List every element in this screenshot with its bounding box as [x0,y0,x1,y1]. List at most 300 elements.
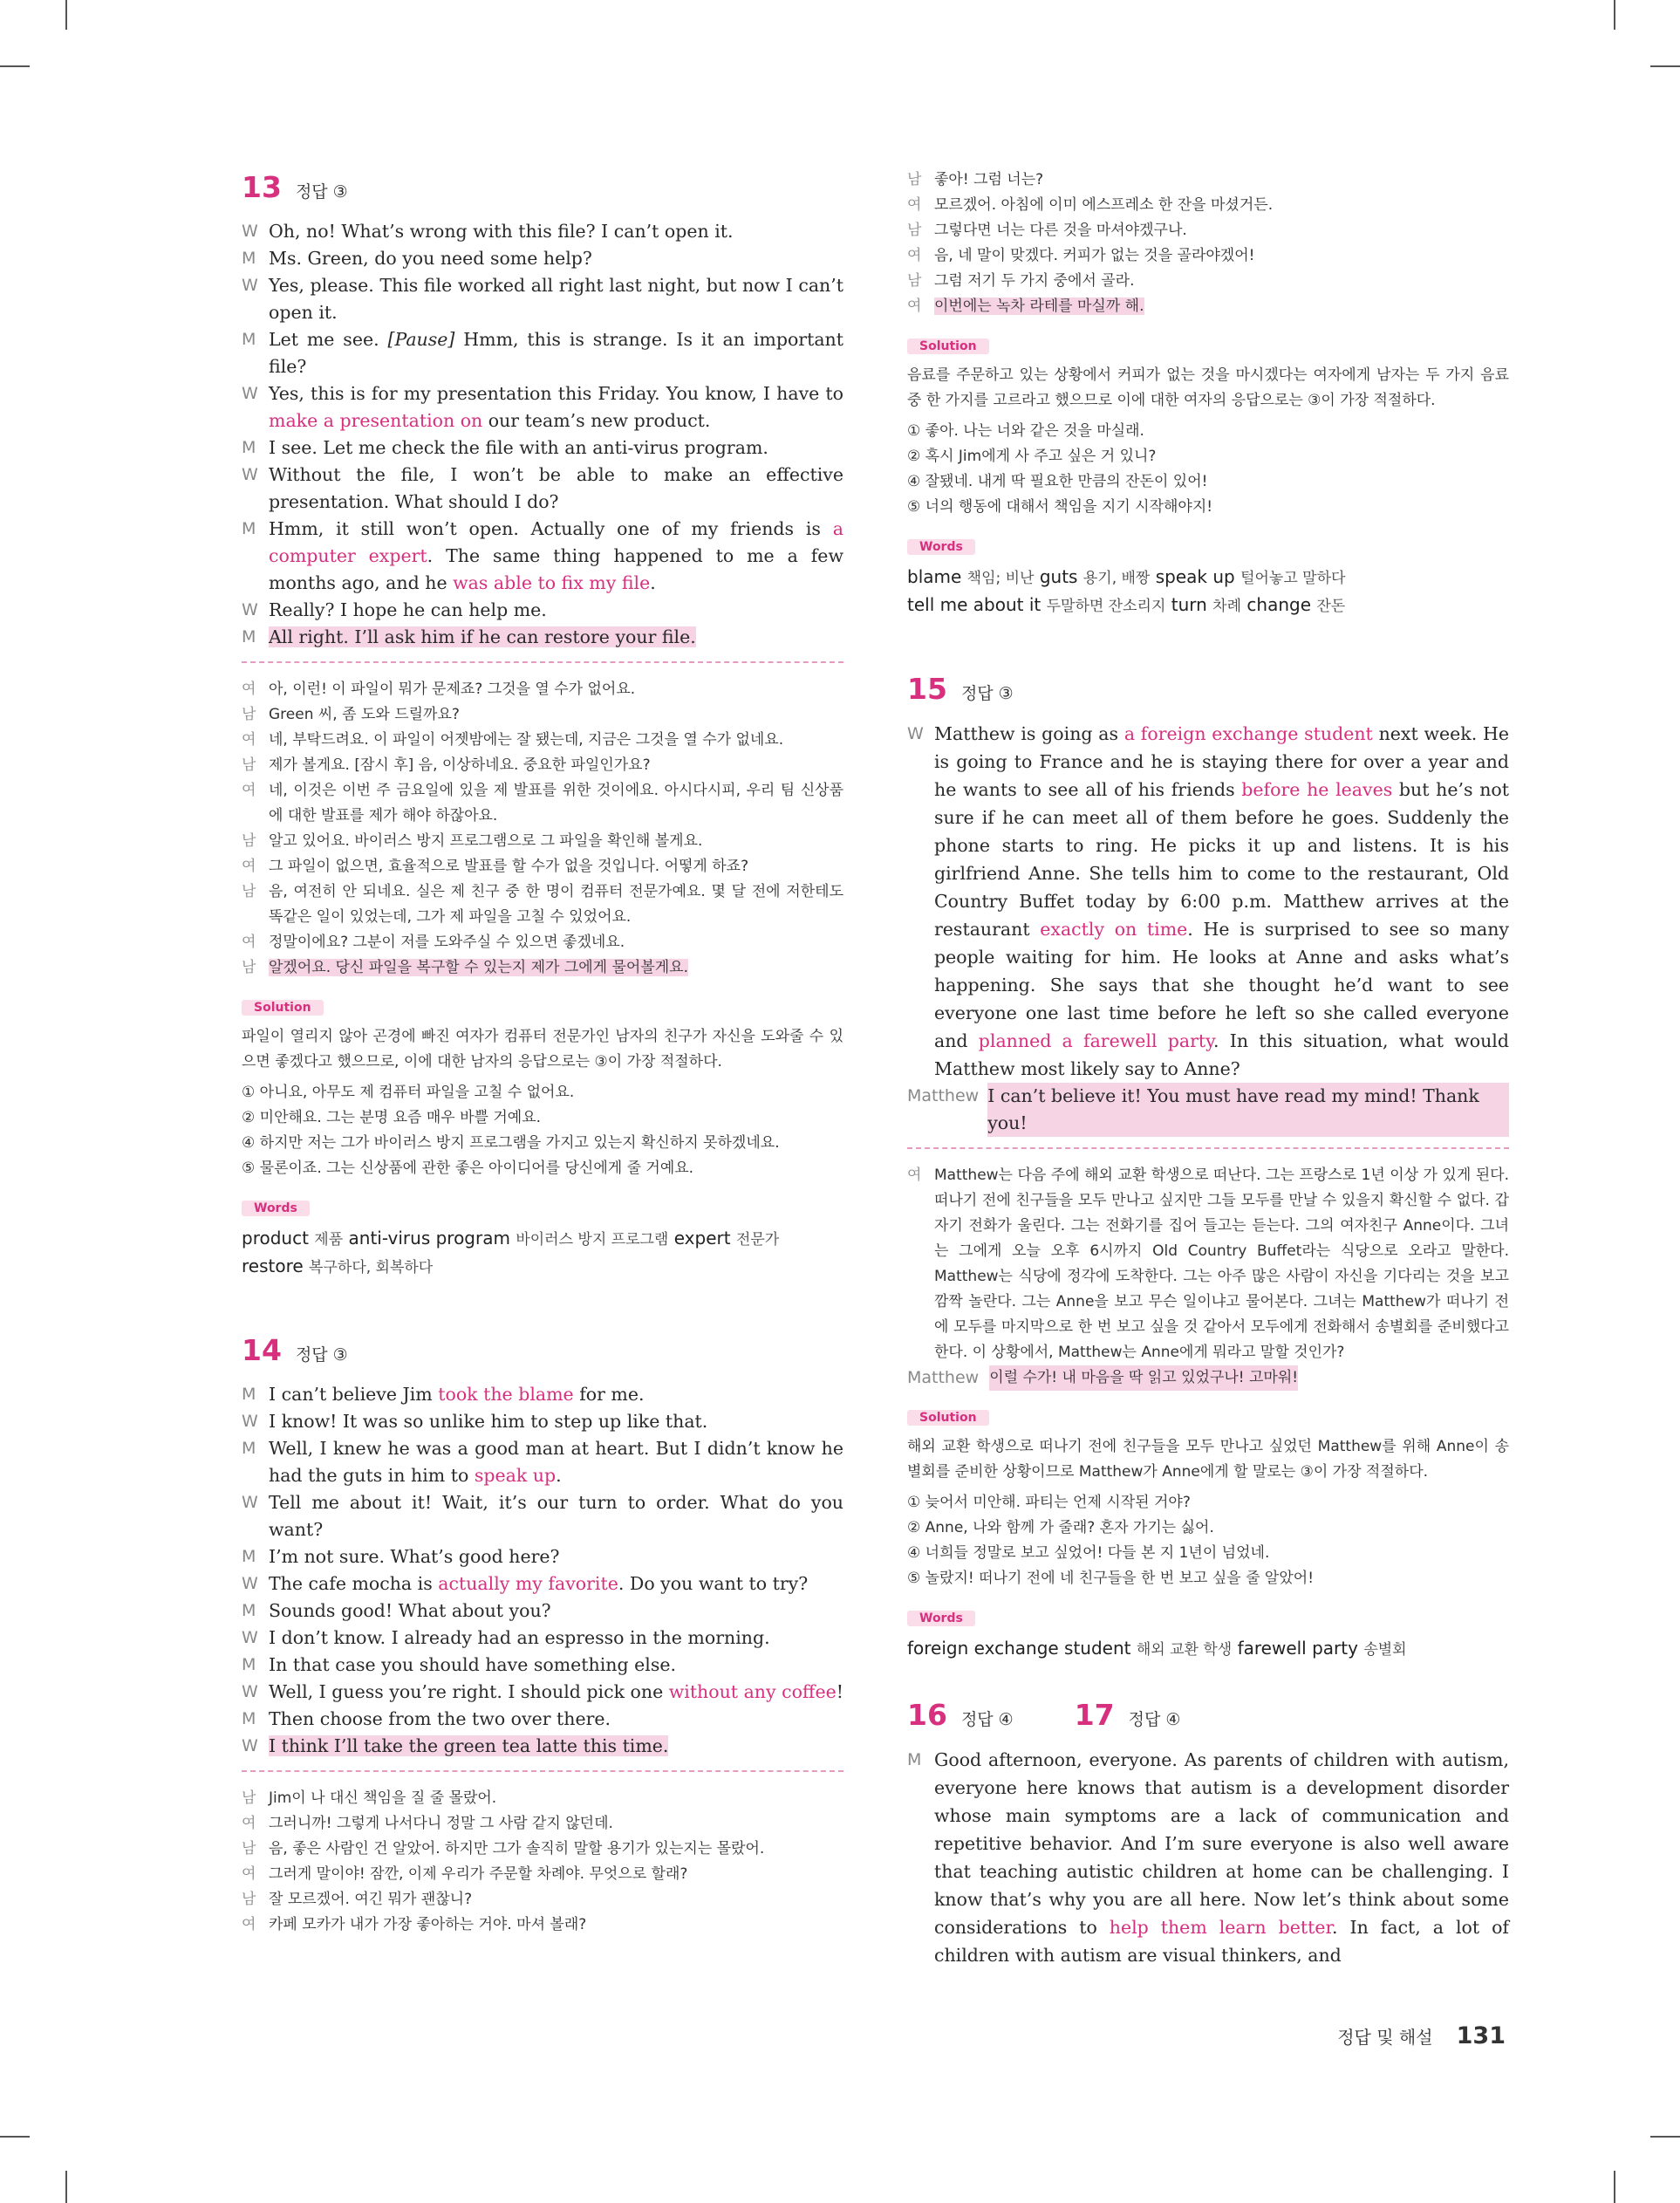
words-line [907,1635,1509,1663]
divider [242,661,843,663]
speaker: 여 [907,1166,922,1184]
korean-text-wrap [269,1786,843,1811]
option-list [907,419,1509,520]
answer-label: 정답 ④ [960,1710,1014,1729]
speaker: 여 [242,782,256,799]
speaker: M [242,1655,256,1674]
korean-text: 카페 모카가 내가 가장 좋아하는 거야. 마셔 볼래? [269,1916,587,1933]
korean-text: Jim이 나 대신 책임을 질 줄 몰랐어. [269,1789,497,1807]
option-item: ④ 하지만 저는 그가 바이러스 방지 프로그램을 가지고 있는지 확신하지 못하겠네요. [242,1134,780,1152]
word-en: anti-virus program [348,1228,510,1249]
question-13 [242,170,843,1281]
text-segment: . [650,572,656,593]
question-number: 13 [242,170,282,204]
text-segment: Oh, no! What’s wrong with this file? I can’t open it. [269,221,734,242]
korean-text: Matthew는 다음 주에 해외 교환 학생으로 떠난다. 그는 프랑스로 1년 이상 가 있게 된다. 떠나기 전에 친구들을 모두 만나고 싶지만 그들 모두를 만날 수 있을지 확신할 수 없다. 갑자기 전화가 울린다. 그는 전화기를 집어 들고는 듣는다. 그의 여자친구 Anne이다. 그녀는 그에게 오늘 오후 6시까지 Old Country Buffet라는 식당으로 오라고 말한다. Matthew는 식당에 정각에 도착한다. 그는 아주 많은 사람이 자신을 기다리는 것을 보고 깜짝 놀란다. 그는 Anne을 보고 무슨 일이냐고 물어본다. 그녀는 Matthew가 떠나기 전에 모두를 마지막으로 한 번 보고 싶을 것 같아서 모두에게 전화해서 송별회를 준비했다고 한다. 이 상황에서, Matthew는 Anne에게 뭐라고 말할 것인가? [934,1166,1509,1361]
korean-text-wrap [269,677,843,702]
speaker: 남 [242,706,256,723]
korean-text: 좋아! 그럼 너는? [934,171,1044,188]
korean-answer-text: 이럴 수가! 내 마음을 딱 읽고 있었구나! 고마워! [989,1365,1298,1391]
korean-line [242,1837,843,1862]
dialog-text [269,1435,843,1489]
dialog-line [242,597,843,624]
dialog-line [242,1543,843,1570]
dialog-line [242,516,843,597]
dialog-text [269,326,843,380]
text-segment: I know! It was so unlike him to step up like that. [269,1411,708,1432]
dialog [242,218,843,651]
text-segment: [Pause] [387,329,455,350]
dialog-line [242,1598,843,1625]
text-segment: . Do you want to try? [618,1573,809,1594]
option-item: ② Anne, 나와 함께 가 줄래? 혼자 가기는 싫어. [907,1519,1214,1536]
korean-text: 그럼 저기 두 가지 중에서 골라. [934,272,1135,290]
korean-text: 제가 볼게요. [잠시 후] 음, 이상하네요. 중요한 파일인가요? [269,756,651,774]
korean-text: 알고 있어요. 바이러스 방지 프로그램으로 그 파일을 확인해 볼게요. [269,832,703,850]
korean-text-wrap [269,854,843,879]
text-segment: ! [836,1681,843,1702]
question-number: 17 [1074,1698,1115,1732]
korean-answer [907,1365,1509,1391]
divider [242,1770,843,1772]
option-item: ② 미안해요. 그는 분명 요즘 매우 바쁠 거예요. [242,1109,542,1126]
text-segment: . In fact, a lot of children with autism are visual thinkers, and [934,1917,1509,1966]
option-item: ④ 너희들 정말로 보고 싶었어! 다들 본 지 1년이 넘었네. [907,1544,1270,1562]
dialog-line [242,1625,843,1652]
dialog-line [242,1733,843,1760]
korean-line [242,728,843,753]
text-segment: help them learn better [1109,1917,1333,1938]
crop-mark [0,2136,30,2138]
crop-mark [65,0,67,30]
word-ko: 두말하면 잔소리지 [1046,598,1166,615]
korean-text-wrap [269,1912,843,1938]
korean-text-wrap [934,193,1509,218]
korean-line [242,677,843,702]
monologue [907,720,1509,1083]
korean-text-wrap [269,879,843,930]
text-segment: a foreign exchange student [1123,723,1373,744]
question-header [907,1698,1509,1732]
speaker: 여 [907,196,922,214]
option-item: ⑤ 놀랐지! 떠나기 전에 네 친구들을 한 번 보고 싶을 줄 알았어! [907,1570,1315,1587]
speaker: W [242,384,258,403]
text-segment: but he’s not sure if he can meet all of them before he goes. Suddenly the phone starts to ring. He picks it up and listens. It is his girlfriend Anne. She tells him to come to the restaurant, Old Country Buffet today by 6:00 p.m. Matthew arrives at the restaurant [934,779,1509,940]
page-number: 131 [1456,2022,1506,2049]
korean-text: 모르겠어. 아침에 이미 에스프레소 한 잔을 마셨거든. [934,196,1274,214]
dialog-line [242,245,843,272]
korean-line [242,702,843,728]
speaker: W [242,600,258,619]
text-segment: planned a farewell party [978,1030,1213,1051]
korean-text-wrap [269,728,843,753]
crop-mark [65,2171,67,2203]
word-en: farewell party [1237,1638,1358,1659]
korean-text-wrap [269,1862,843,1887]
text-segment: took the blame [438,1384,574,1405]
word-en: foreign exchange student [907,1638,1131,1659]
option-item: ② 혹시 Jim에게 사 주고 싶은 거 있니? [907,448,1157,465]
speaker: 남 [907,171,922,188]
speaker: M [242,627,256,647]
dialog-text [269,597,843,624]
dialog-line [242,272,843,326]
word-ko: 제품 [314,1231,344,1249]
speaker: 남 [242,756,256,774]
speaker: W [242,1628,258,1647]
question-header [907,672,1509,706]
speaker: M [242,330,256,349]
korean-text-wrap [269,778,843,829]
option-item: ① 늦어서 미안해. 파티는 언제 시작된 거야? [907,1494,1191,1511]
dialog-text [269,1625,843,1652]
korean-text-wrap [934,168,1509,193]
korean-line [242,1862,843,1887]
text-segment: make a presentation on [269,410,483,431]
korean-line [242,879,843,930]
speaker: M [242,1385,256,1404]
text-segment: Hmm, it still won’t open. Actually one of my friends is [269,518,833,539]
text-segment: Yes, please. This file worked all right last night, but now I can’t open it. [269,275,843,323]
text-segment: In that case you should have something else. [269,1654,676,1675]
speaker: M [242,519,256,538]
korean-text: 잘 모르겠어. 여긴 뭐가 괜찮니? [269,1891,473,1908]
crop-mark [1650,2136,1680,2138]
word-ko: 잔돈 [1316,598,1346,615]
dialog [242,1381,843,1760]
answer-label: 정답 ③ [295,182,348,202]
speaker: W [242,1493,258,1512]
words-badge: Words [907,1611,975,1626]
monologue-text [934,1746,1509,1969]
korean-text-wrap [269,753,843,778]
word-en: turn [1171,594,1207,615]
text-segment: Sounds good! What about you? [269,1600,551,1621]
dialog-line [242,1679,843,1706]
word-ko: 복구하다, 회복하다 [309,1259,434,1276]
crop-mark [1614,2171,1615,2203]
speaker: 여 [242,1865,256,1883]
text-segment: Tell me about it! Wait, it’s our turn to order. What do you want? [269,1492,843,1540]
speaker: 여 [242,934,256,951]
speaker: 여 [242,858,256,875]
words-list [242,1225,843,1281]
korean-text-wrap [269,702,843,728]
text-segment: Ms. Green, do you need some help? [269,248,592,269]
korean-line [907,193,1509,218]
speaker: W [242,1574,258,1593]
text-segment: Well, I knew he was a good man at heart. But I didn’t know he had the guts in him to [269,1438,843,1486]
solution-text: 음료를 주문하고 있는 상황에서 커피가 없는 것을 마시겠다는 여자에게 남자는 두 가지 음료 중 한 가지를 고르라고 했으므로 이에 대한 여자의 응답으로는 ③이 가장 적절하다. [907,366,1509,409]
word-ko: 용기, 배짱 [1082,570,1151,587]
dialog-text [269,380,843,434]
answer-label: 정답 ③ [960,684,1014,703]
speaker: W [242,1412,258,1431]
text-segment: Let me see. [269,329,388,350]
speaker: Matthew [907,1086,980,1105]
word-en: change [1246,594,1311,615]
words-badge: Words [907,539,975,555]
monologue [907,1746,1509,1969]
korean-line [242,854,843,879]
speaker: W [242,1736,258,1755]
dialog-line [242,1435,843,1489]
speaker: 여 [242,681,256,698]
text-segment: for me. [573,1384,645,1405]
speaker: 남 [242,1789,256,1807]
word-en: speak up [1155,566,1235,587]
word-en: restore [242,1255,304,1276]
text-segment: . He is surprised to see so many people waiting for him. He looks at Anne and asks what’s happening. She says that she thought he’d want to see everyone one last time before he left so she called everyone and [934,919,1510,1051]
dialog-text [269,245,843,272]
text-segment: without any coffee [668,1681,837,1702]
words-line [907,592,1509,619]
speaker: W [242,1682,258,1701]
option-item: ① 아니요, 아무도 제 컴퓨터 파일을 고칠 수 없어요. [242,1084,575,1101]
dialog-text [269,1733,843,1760]
solution-text: 파일이 열리지 않아 곤경에 빠진 여자가 컴퓨터 전문가인 남자의 친구가 자신을 도와줄 수 있으면 좋겠다고 했으므로, 이에 대한 남자의 응답으로는 ③이 가장 적절하다. [242,1028,843,1071]
solution-badge: Solution [907,339,989,354]
footer-label: 정답 및 해설 [1337,2027,1433,2048]
korean-text: 음, 네 말이 맞겠다. 커피가 없는 것을 골라야겠어! [934,247,1255,264]
text-segment: I see. Let me check the file with an anti-virus program. [269,437,768,458]
korean-line [907,243,1509,269]
speaker: Matthew [907,1368,980,1387]
korean-text: Green 씨, 좀 도와 드릴까요? [269,706,460,723]
dialog-text [269,1598,843,1625]
korean-text-wrap [934,269,1509,294]
korean-text-wrap [269,1811,843,1837]
dialog-line [242,624,843,651]
dialog-text [269,218,843,245]
dialog-text [269,1706,843,1733]
dialog-line [242,1489,843,1543]
text-segment: I don’t know. I already had an espresso in the morning. [269,1627,770,1648]
question-16-17 [907,1698,1509,1969]
korean-text: 그렇다면 너는 다른 것을 마셔야겠구나. [934,222,1187,239]
crop-mark [1650,65,1680,67]
speaker: 여 [907,298,922,315]
dialog-text [269,1381,843,1408]
text-segment: speak up [474,1465,557,1486]
korean-line [907,218,1509,243]
text-segment: The cafe mocha is [269,1573,439,1594]
dialog-text [269,272,843,326]
text-segment: . In this situation, what would Matthew most likely say to Anne? [934,1030,1509,1079]
korean-text: 음, 여전히 안 되네요. 실은 제 친구 중 한 명이 컴퓨터 전문가예요. 몇 달 전에 저한테도 똑같은 일이 있었는데, 그가 제 파일을 고칠 수 있었어요. [269,883,843,926]
highlighted-answer [269,1735,668,1756]
speaker: M [242,1601,256,1620]
korean-text-wrap [934,218,1509,243]
korean-translation-continued [907,168,1509,319]
question-number: 15 [907,672,947,706]
option-item: ④ 잘됐네. 내게 딱 필요한 만큼의 잔돈이 있어! [907,473,1208,490]
dialog-text [269,434,843,462]
korean-translation [242,677,843,981]
korean-text-wrap [269,1887,843,1912]
text-segment: . The same thing happened to me a few months ago, and he [269,545,843,593]
monologue-text [934,720,1509,1083]
text-segment: next week. He is going to France and he is staying there for over a year and he wants to see all of his friends [934,723,1509,800]
word-ko: 바이러스 방지 프로그램 [516,1231,669,1249]
dialog-text [269,1543,843,1570]
text-segment: Well, I guess you’re right. I should pick one [269,1681,669,1702]
dialog-text [269,624,843,651]
highlighted-answer [269,626,696,647]
korean-line [242,955,843,981]
word-en: expert [673,1228,731,1249]
word-en: tell me about it [907,594,1041,615]
korean-line [907,168,1509,193]
korean-text-wrap [934,294,1509,319]
answer-label: 정답 ③ [295,1345,348,1365]
solution-badge: Solution [242,1000,324,1016]
speaker: 남 [242,883,256,900]
dialog-line [242,326,843,380]
speaker: M [242,1547,256,1566]
speaker: M [242,1439,256,1458]
text-segment: Good afternoon, everyone. As parents of children with autism, everyone here knows that autism is a development disorder whose main symptoms are a lack of communication and repetitive behavior. And I’m sure everyone is also well aware that teaching autistic children at home can be challenging. I know that’s why you are all here. Now let’s think about some considerations to [934,1749,1509,1938]
question-number: 16 [907,1698,947,1732]
speaker: W [242,276,258,295]
korean-line [242,1887,843,1912]
dialog-text [269,1408,843,1435]
korean-text: 정말이에요? 그분이 저를 도와주실 수 있으면 좋겠네요. [269,934,625,951]
text-segment: Then choose from the two over there. [269,1708,611,1729]
word-ko: 송별회 [1363,1641,1407,1659]
speaker: M [242,1709,256,1728]
text-segment: I can’t believe Jim [269,1384,439,1405]
speaker: 남 [907,222,922,239]
korean-text: 알겠어요. 당신 파일을 복구할 수 있는지 제가 그에게 물어볼게요. [269,959,689,976]
korean-line [242,753,843,778]
dialog-text [269,516,843,597]
answer-label: 정답 ④ [1128,1710,1181,1729]
korean-text: 그러니까! 그렇게 나서다니 정말 그 사람 같지 않던데. [269,1815,613,1832]
text-segment: Really? I hope he can help me. [269,599,547,620]
korean-text-wrap [934,243,1509,269]
solution-badge: Solution [907,1410,989,1426]
word-en: guts [1039,566,1078,587]
question-14 [242,1333,843,1938]
option-item: ① 좋아. 나는 너와 같은 것을 마실래. [907,422,1144,440]
speaker: W [242,465,258,484]
word-ko: 해외 교환 학생 [1136,1641,1233,1659]
text-segment: Matthew is going as [934,723,1124,744]
speaker: 남 [242,1891,256,1908]
korean-text: 네, 이것은 이번 주 금요일에 있을 제 발표를 위한 것이에요. 아시다시피, 우리 팀 신상품에 대한 발표를 제가 해야 하잖아요. [269,782,843,824]
text-segment: a computer expert [269,518,843,566]
korean-line [242,1811,843,1837]
korean-line [242,829,843,854]
korean-text: 음, 좋은 사람인 건 알았어. 하지만 그가 솔직히 말할 용기가 있는지는 몰랐어. [269,1840,765,1857]
korean-line [907,269,1509,294]
text-segment: exactly on time [1040,919,1188,940]
korean-text: 네, 부탁드려요. 이 파일이 어젯밤에는 잘 됐는데, 지금은 그것을 열 수가 없네요. [269,731,784,749]
option-item: ⑤ 물론이죠. 그는 신상품에 관한 좋은 아이디어를 당신에게 줄 거예요. [242,1160,694,1177]
text-segment: Without the file, I won’t be able to make an effective presentation. What should I do? [269,464,843,512]
text-segment: Hmm, this is strange. Is it an important file? [269,329,843,377]
dialog-text [269,462,843,516]
dialog-line [242,1652,843,1679]
word-ko: 책임; 비난 [966,570,1035,587]
option-list [907,1490,1509,1591]
dialog-line [242,434,843,462]
dialog-text [269,1679,843,1706]
answer-text: I can’t believe it! You must have read my mind! Thank you! [987,1083,1509,1137]
option-list [242,1080,843,1181]
korean-text: 이번에는 녹차 라테를 마실까 해. [934,298,1144,315]
korean-text-wrap [269,1837,843,1862]
divider [907,1147,1509,1149]
words-list [907,1635,1509,1663]
korean-translation [242,1786,843,1938]
words-line [907,564,1509,592]
word-en: product [242,1228,309,1249]
dialog-line [242,1381,843,1408]
speaker: W [242,222,258,241]
text-segment: I’m not sure. What’s good here? [269,1546,560,1567]
option-item: ⑤ 너의 행동에 대해서 책임을 지기 시작해야지! [907,498,1213,516]
dialog-text [269,1489,843,1543]
speaker: 여 [242,731,256,749]
dialog-line [242,1706,843,1733]
speaker: 남 [242,832,256,850]
dialog-line [242,462,843,516]
right-column [907,168,1509,1969]
answer-line [907,1083,1509,1137]
korean-text: 아, 이런! 이 파일이 뭐가 문제죠? 그것을 열 수가 없어요. [269,681,636,698]
dialog-line [242,1570,843,1598]
speaker: M [242,249,256,268]
question-15 [907,672,1509,1663]
text-segment: was able to fix my file [453,572,651,593]
crop-mark [0,65,30,67]
speaker: 남 [907,272,922,290]
text-segment: . [556,1465,562,1486]
dialog-text [269,1570,843,1598]
word-ko: 털어놓고 말하다 [1240,570,1346,587]
speaker: M [242,438,256,457]
words-line [242,1225,843,1253]
word-en: blame [907,566,962,587]
dialog-text [269,1652,843,1679]
speaker: 여 [242,1916,256,1933]
speaker: 남 [242,959,256,976]
solution-text: 해외 교환 학생으로 떠나기 전에 친구들을 모두 만나고 싶었던 Matthew를 위해 Anne이 송별회를 준비한 상황이므로 Matthew가 Anne에게 할 말로는 ③이 가장 적절하다. [907,1438,1509,1481]
speaker: 여 [242,1815,256,1832]
left-column [242,170,843,1938]
korean-text-wrap [269,955,843,981]
korean-line [242,1786,843,1811]
speaker: 여 [907,247,922,264]
crop-mark [1614,0,1615,30]
text-segment: our team’s new product. [482,410,711,431]
speaker: 남 [242,1840,256,1857]
korean-text-wrap [269,930,843,955]
korean-line [907,294,1509,319]
text-segment: Yes, this is for my presentation this Friday. You know, I have to [269,383,843,404]
words-line [242,1253,843,1281]
text-segment: All right. I’ll ask him if he can restore your file. [269,626,696,647]
korean-text: 그러게 말이야! 잠깐, 이제 우리가 주문할 차례야. 무엇으로 할래? [269,1865,688,1883]
question-header [242,1333,843,1367]
text-segment: actually my favorite [438,1573,618,1594]
korean-line [242,1912,843,1938]
text-segment: before he leaves [1241,779,1393,800]
dialog-line [242,218,843,245]
korean-line [242,930,843,955]
